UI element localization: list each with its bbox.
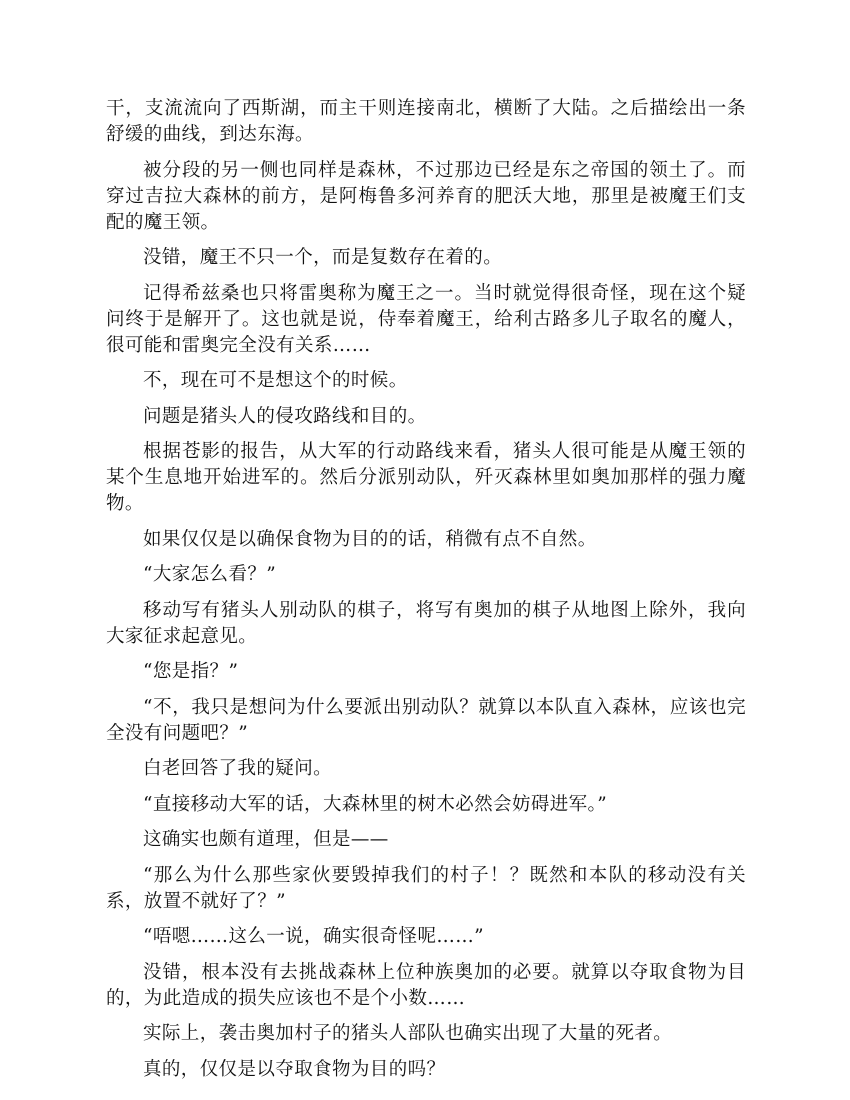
paragraph-7: 根据苍影的报告，从大军的行动路线来看，猪头人很可能是从魔王领的某个生息地开始进军的。然后分派别动队，歼灭森林里如奥加那样的强力魔物。 [106, 441, 746, 514]
paragraph-8: 如果仅仅是以确保食物为目的的话，稍微有点不自然。 [143, 528, 597, 550]
paragraph-18: 没错，根本没有去挑战森林上位种族奥加的必要。就算以夺取食物为目的，为此造成的损失应该也不是个小数…… [106, 961, 746, 1009]
paragraph-10: 移动写有猪头人别动队的棋子，将写有奥加的棋子从地图上除外，我向大家征求起意见。 [106, 599, 746, 647]
paragraph-2: 被分段的另一侧也同样是森林，不过那边已经是东之帝国的领土了。而穿过吉拉大森林的前方，是阿梅鲁多河养育的肥沃大地，那里是被魔王们支配的魔王领。 [106, 159, 746, 233]
paragraph-12: “不，我只是想问为什么要派出别动队？就算以本队直入森林，应该也完全没有问题吧？” [106, 696, 746, 744]
paragraph-15: 这确实也颇有道理，但是—— [143, 829, 389, 850]
paragraph-3: 没错，魔王不只一个，而是复数存在着的。 [143, 247, 503, 268]
paragraph-1: 干，支流流向了西斯湖，而主干则连接南北，横断了大陆。之后描绘出一条舒缓的曲线，到达东海。 [106, 98, 746, 145]
paragraph-9: “大家怎么看？” [143, 564, 277, 585]
paragraph-14: “直接移动大军的话，大森林里的树木必然会妨碍进军。” [143, 793, 608, 815]
paragraph-19: 实际上，袭击奥加村子的猪头人部队也确实出现了大量的死者。 [143, 1023, 673, 1044]
document-page [106, 96, 746, 1092]
paragraph-11: “您是指？” [143, 661, 239, 682]
paragraph-17: “唔嗯……这么一说，确实很奇怪呢……” [143, 926, 485, 947]
paragraph-13: 白老回答了我的疑问。 [143, 758, 333, 779]
paragraph-6: 问题是猪头人的侵攻路线和目的。 [143, 405, 427, 427]
paragraph-5: 不，现在可不是想这个的时候。 [143, 370, 408, 391]
paragraph-16: “那么为什么那些家伙要毁掉我们的村子！？既然和本队的移动没有关系，放置不就好了？” [106, 864, 746, 912]
paragraph-20: 真的，仅仅是以夺取食物为目的吗？ [143, 1058, 446, 1080]
paragraph-4: 记得希兹桑也只将雷奥称为魔王之一。当时就觉得很奇怪，现在这个疑问终于是解开了。这也就是说，侍奉着魔王，给利古路多儿子取名的魔人，很可能和雷奥完全没有关系…… [106, 282, 746, 356]
